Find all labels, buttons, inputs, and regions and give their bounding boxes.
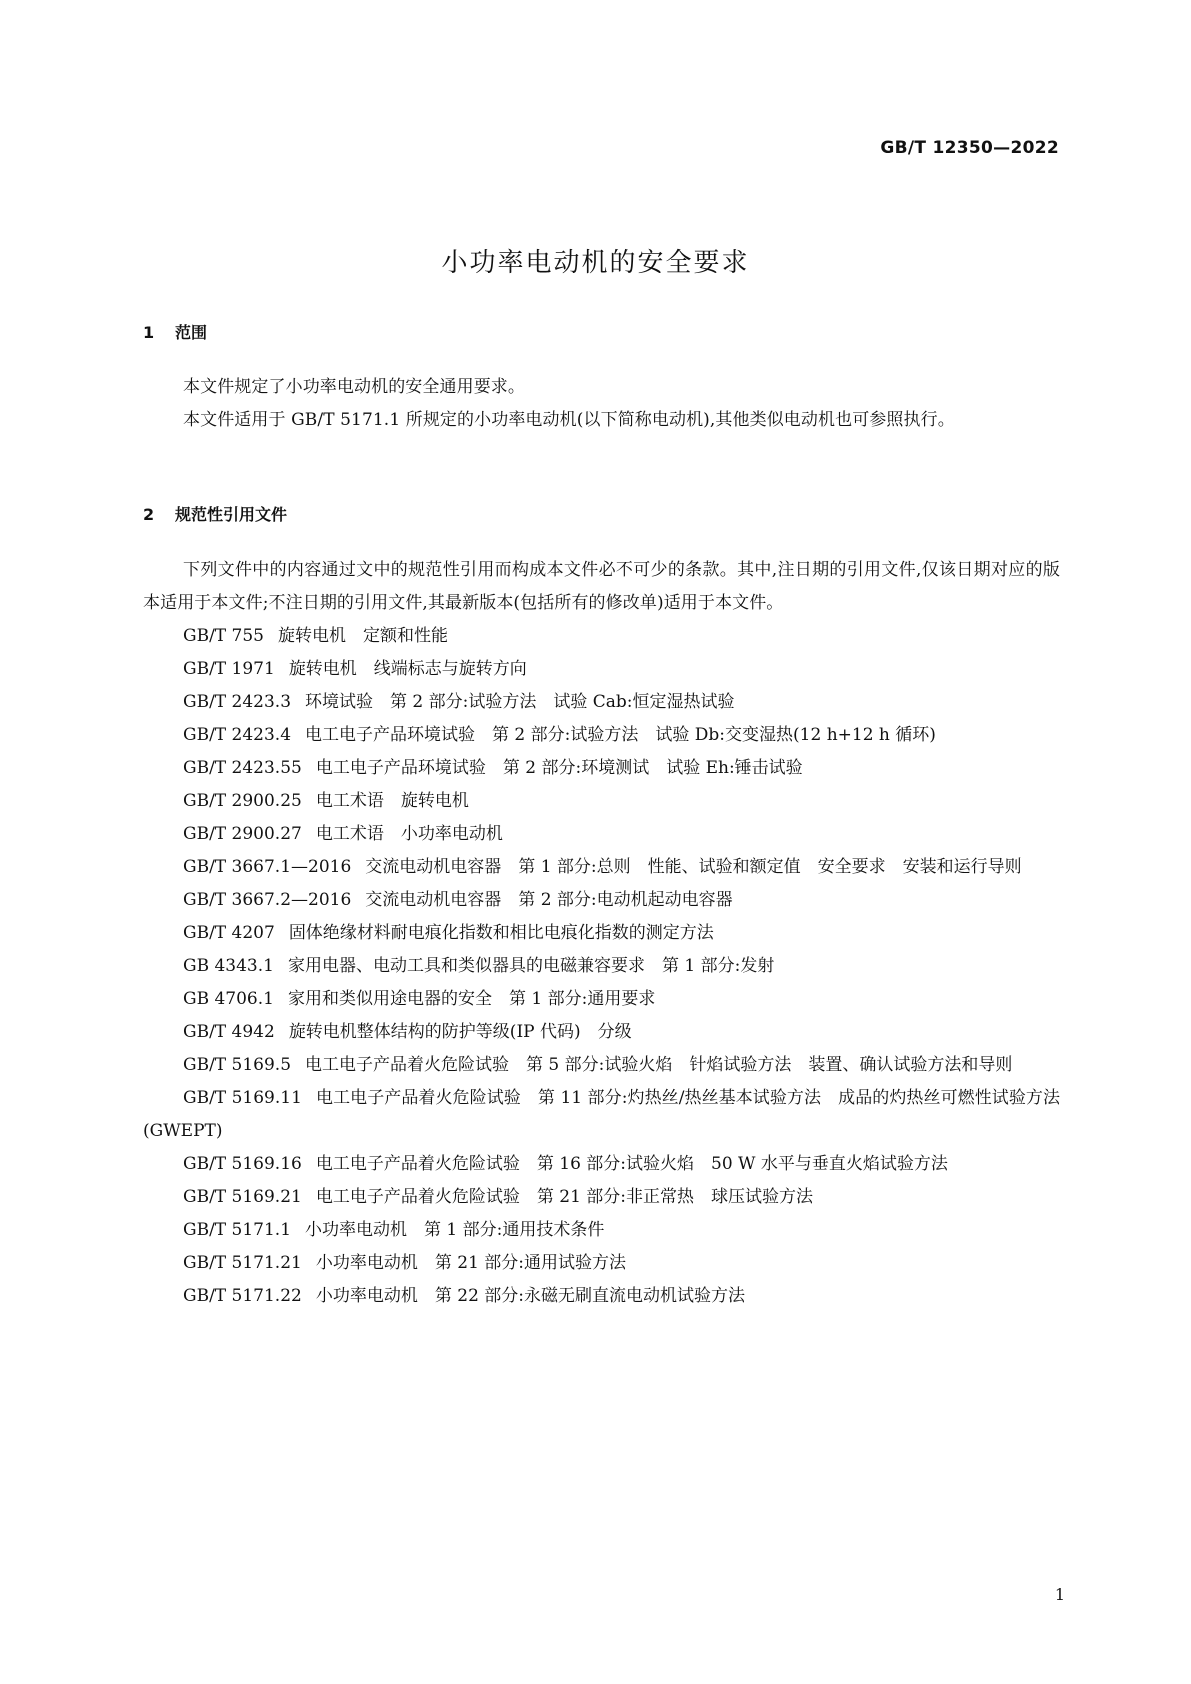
reference-item [143, 1016, 1060, 1049]
document-title: 小功率电动机的安全要求 [441, 248, 750, 278]
reference-title: 固体绝缘材料耐电痕化指数和相比电痕化指数的测定方法 [288, 923, 714, 943]
reference-title: 旋转电机 定额和性能 [278, 626, 448, 646]
reference-code: GB 4706.1 [183, 989, 274, 1009]
reference-title: 交流电动机电容器 第 1 部分:总则 性能、试验和额定值 安全要求 安装和运行导则 [365, 857, 1022, 877]
reference-title: 小功率电动机 第 1 部分:通用技术条件 [305, 1220, 605, 1240]
section-title: 范围 [175, 323, 208, 342]
reference-title: 小功率电动机 第 22 部分:永磁无刷直流电动机试验方法 [315, 1286, 746, 1306]
reference-title: 电工术语 旋转电机 [315, 791, 469, 811]
page-number: 1 [1054, 1585, 1065, 1604]
reference-title: 家用电器、电动工具和类似器具的电磁兼容要求 第 1 部分:发射 [287, 956, 775, 976]
paragraph: 本文件规定了小功率电动机的安全通用要求。 [183, 377, 525, 397]
reference-title: 小功率电动机 第 21 部分:通用试验方法 [315, 1253, 627, 1273]
reference-code: GB/T 2423.4 [183, 725, 292, 745]
section-number: 1 [143, 323, 155, 342]
reference-code: GB/T 5171.1 [183, 1220, 292, 1240]
section-title: 规范性引用文件 [175, 505, 288, 524]
reference-code: GB/T 2900.25 [183, 791, 302, 811]
reference-code: GB/T 755 [183, 626, 264, 646]
reference-code: GB/T 3667.1—2016 [183, 857, 352, 877]
scope-body [143, 371, 1060, 437]
reference-title: 电工电子产品环境试验 第 2 部分:试验方法 试验 Db:交变湿热(12 h+12 h 循环) [305, 725, 936, 745]
reference-item [143, 983, 1060, 1016]
section-heading-normative [143, 502, 287, 525]
paragraph: 本文件适用于 GB/T 5171.1 所规定的小功率电动机(以下简称电动机),其他类似电动机也可参照执行。 [183, 410, 955, 430]
reference-title: 环境试验 第 2 部分:试验方法 试验 Cab:恒定湿热试验 [305, 692, 735, 712]
reference-title: 电工电子产品环境试验 第 2 部分:环境测试 试验 Eh:锤击试验 [315, 758, 803, 778]
reference-title: 电工电子产品着火危险试验 第 21 部分:非正常热 球压试验方法 [315, 1187, 814, 1207]
reference-code: GB/T 4942 [183, 1022, 275, 1042]
reference-code: GB/T 3667.2—2016 [183, 890, 352, 910]
reference-list [143, 620, 1060, 1313]
reference-code: GB/T 5169.21 [183, 1187, 302, 1207]
reference-code: GB/T 5169.5 [183, 1055, 292, 1075]
reference-code: GB 4343.1 [183, 956, 274, 976]
reference-code: GB/T 1971 [183, 659, 275, 679]
standard-code: GB/T 12350—2022 [880, 138, 1059, 158]
reference-title: 电工术语 小功率电动机 [315, 824, 503, 844]
reference-code: GB/T 2423.3 [183, 692, 292, 712]
reference-code: GB/T 2423.55 [183, 758, 302, 778]
reference-item [143, 785, 1060, 818]
reference-item [143, 1082, 1060, 1148]
reference-item [143, 851, 1060, 884]
reference-item [143, 1049, 1060, 1082]
reference-code: GB/T 5169.16 [183, 1154, 302, 1174]
intro-paragraph: 下列文件中的内容通过文中的规范性引用而构成本文件必不可少的条款。其中,注日期的引用文件,仅该日期对应的版本适用于本文件;不注日期的引用文件,其最新版本(包括所有的修改单)适用于本文件。 [143, 560, 1060, 613]
reference-item [143, 1247, 1060, 1280]
reference-code: GB/T 5169.11 [183, 1088, 302, 1108]
reference-title: 电工电子产品着火危险试验 第 16 部分:试验火焰 50 W 水平与垂直火焰试验方法 [315, 1154, 948, 1174]
reference-code: GB/T 5171.21 [183, 1253, 302, 1273]
reference-code: GB/T 5171.22 [183, 1286, 302, 1306]
reference-title: 交流电动机电容器 第 2 部分:电动机起动电容器 [365, 890, 733, 910]
reference-code: GB/T 4207 [183, 923, 275, 943]
reference-item [143, 1214, 1060, 1247]
reference-title: 旋转电机整体结构的防护等级(IP 代码) 分级 [288, 1022, 632, 1042]
normative-body [143, 554, 1060, 1313]
reference-item [143, 818, 1060, 851]
section-number: 2 [143, 505, 155, 524]
reference-item [143, 752, 1060, 785]
reference-title: 旋转电机 线端标志与旋转方向 [288, 659, 527, 679]
reference-code: GB/T 2900.27 [183, 824, 302, 844]
reference-item [143, 950, 1060, 983]
reference-title: 家用和类似用途电器的安全 第 1 部分:通用要求 [287, 989, 656, 1009]
section-heading-scope [143, 320, 207, 343]
reference-item [143, 653, 1060, 686]
reference-title: 电工电子产品着火危险试验 第 5 部分:试验火焰 针焰试验方法 装置、确认试验方法和导则 [305, 1055, 1013, 1075]
reference-title: 电工电子产品着火危险试验 第 11 部分:灼热丝/热丝基本试验方法 成品的灼热丝可燃性试验方法(GWEPT) [143, 1088, 1060, 1141]
reference-item [143, 884, 1060, 917]
reference-item [143, 686, 1060, 719]
reference-item [143, 1181, 1060, 1214]
reference-item [143, 620, 1060, 653]
reference-item [143, 719, 1060, 752]
reference-item [143, 917, 1060, 950]
reference-item [143, 1280, 1060, 1313]
reference-item [143, 1148, 1060, 1181]
